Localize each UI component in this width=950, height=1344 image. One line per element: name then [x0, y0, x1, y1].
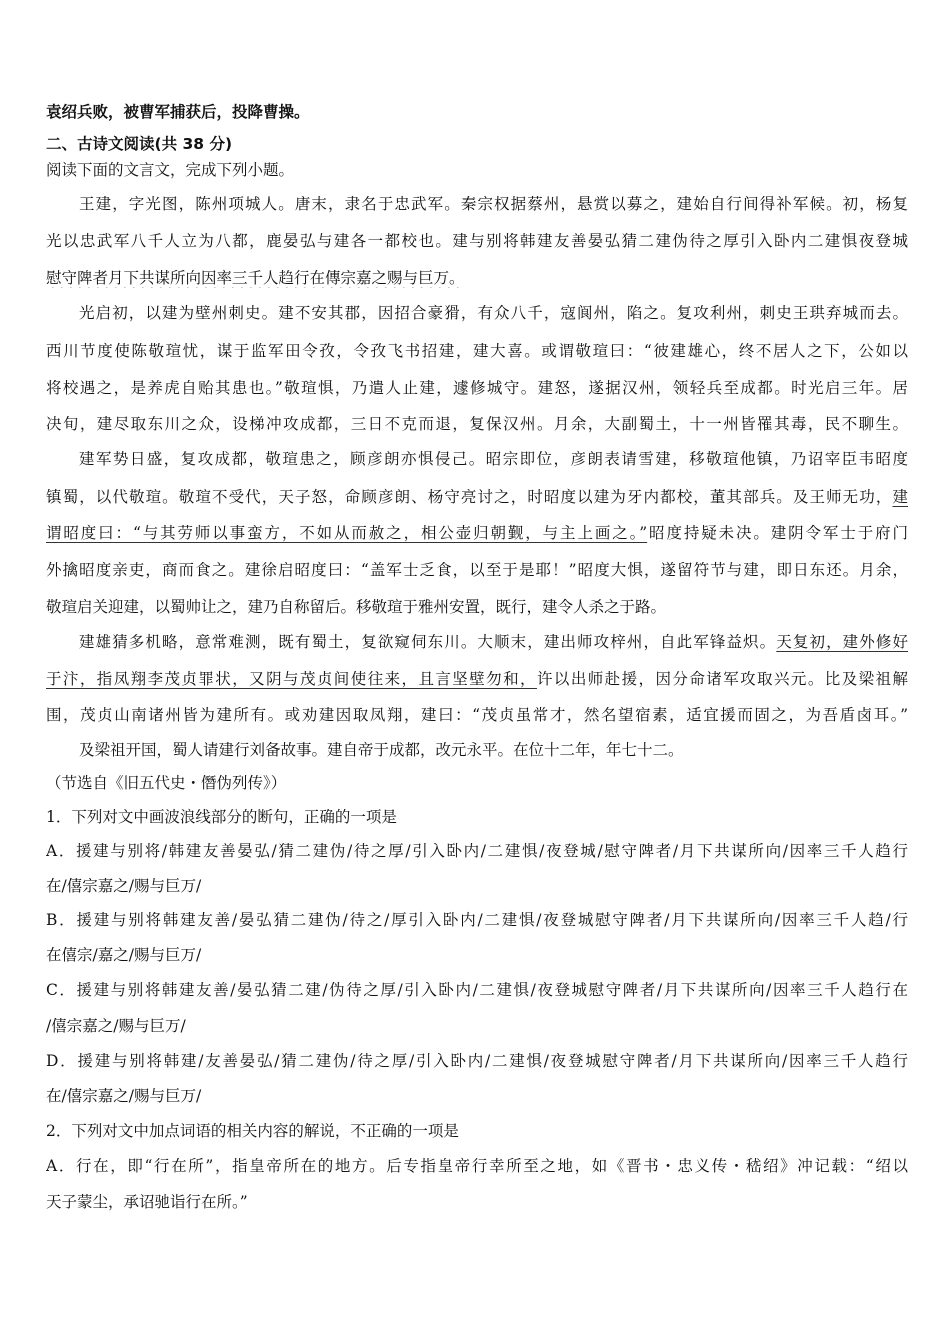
passage-p2-line3: 将校遇之，是养虎自贻其患也。”敬瑄惧，乃遣人止建，遽修城守。建怒，遂据汉州，领轻兵至成都。时光启三年。居: [46, 379, 908, 397]
question-2-option-a-cont: 天子蒙尘，承诏驰诣行在所。”: [46, 1193, 248, 1211]
passage-p5-line1: 及梁祖开国，蜀人请建行刘备故事。建自帝于成都，改元永平。在位十二年，年七十二。: [79, 741, 684, 759]
section-heading: 二、古诗文阅读(共 38 分): [46, 135, 233, 153]
question-1-option-d: D．援建与别将韩建/友善晏弘/猜二建伪/待之厚/引入卧内/二建惧/夜登城慰守陴者/月下共谋所向/因率三千人趋行: [46, 1052, 908, 1070]
passage-p2-line2: 西川节度使陈敬瑄忧，谋于监军田令孜，令孜飞书招建，建大喜。或谓敬瑄曰：“彼建雄心，终不居人之下，公如以: [46, 342, 908, 360]
underlined-text: 天复初，建外修好: [776, 633, 908, 651]
passage-p1-line2-plain: 光以忠武军八千人立为八都，鹿晏弘与建各一都校也。建与别将韩建友善晏弘猜二建伪待之厚引入卧内二建惧夜登城: [46, 232, 908, 250]
question-1-option-b: B．援建与别将韩建友善/晏弘猜二建伪/待之/厚引入卧内/二建惧/夜登城慰守陴者/月下共谋所向/因率三千人趋/行: [46, 911, 908, 929]
passage-p2-line1: 光启初，以建为壁州刺史。建不安其郡，因招合豪猾，有众八千，寇阆州，陷之。复攻利州，刺史王珙弃城而去。: [79, 304, 908, 322]
passage-p1-line2: [46, 231, 908, 251]
instruction: 阅读下面的文言文，完成下列小题。: [46, 161, 295, 179]
passage-p1-line1: 王建，字光图，陈州项城人。唐末，隶名于忠武军。秦宗权据蔡州，悬赏以募之，建始自行间得补军候。初，杨复: [79, 195, 908, 213]
question-1-option-c-cont: /僖宗嘉之/赐与巨万/: [46, 1017, 186, 1035]
question-1-option-b-cont: 在僖宗/嘉之/赐与巨万/: [46, 946, 202, 964]
passage-p3-line3: [46, 523, 908, 543]
passage-p4-line1: [79, 632, 908, 652]
passage-p4-line1-text: 建雄猜多机略，意常难测，既有蜀土，复欲窥伺东川。大顺末，建出师攻梓州，自此军锋益炽。: [79, 633, 777, 651]
question-1-option-d-cont: 在/僖宗嘉之/赐与巨万/: [46, 1087, 202, 1105]
question-1-stem: 1．下列对文中画波浪线部分的断句，正确的一项是: [46, 808, 397, 826]
underlined-text: 建: [892, 488, 908, 506]
passage-p4-line2: [46, 669, 908, 689]
passage-p3-line2-text: 镇蜀，以代敬瑄。敬瑄不受代，天子怒，命顾彦朗、杨守亮讨之，时昭度以建为牙内都校，董其部兵。及王师无功，: [46, 488, 893, 506]
wavy-underlined-text: 慰守陴者月下共谋所向因率三千人趋行在傳宗嘉之赐与巨万。: [46, 269, 465, 287]
question-2-option-a: A．行在，即“行在所”，指皇帝所在的地方。后专指皇帝行幸所至之地，如《晋书・忠义传・嵇绍》冲记载：“绍以: [46, 1157, 908, 1175]
passage-p4-line2-text: 许以出师赴援，因分命诸军攻取兴元。比及梁祖解: [536, 670, 908, 688]
question-1-option-a-cont: 在/僖宗嘉之/赐与巨万/: [46, 877, 202, 895]
underlined-text: 谓昭度曰：“与其劳师以事蛮方，不如从而赦之，相公壶归朝觐，与主上画之。”: [46, 524, 648, 542]
question-2-stem: 2．下列对文中加点词语的相关内容的解说，不正确的一项是: [46, 1122, 459, 1140]
question-1-option-c: C．援建与别将韩建友善/晏弘猜二建/伪待之厚/引入卧内/二建惧/夜登城慰守陴者/月下共谋所向/因率三千人趋行在: [46, 981, 908, 999]
passage-source: （节选自《旧五代史・僭伪列传》）: [46, 774, 287, 792]
top-line: 袁绍兵败，被曹军捕获后，投降曹操。: [46, 103, 310, 121]
passage-p4-line3: 围，茂贞山南诸州皆为建所有。或劝建因取凤翔，建曰：“茂贞虽常才，然名望宿素，适宜援而固之，为吾盾卤耳。”: [46, 706, 908, 724]
underlined-text: 于汴，指凤翔李茂贞罪状，又阴与茂贞间使往来，且言坚壁勿和，: [46, 670, 537, 688]
passage-p3-line4: 外擒昭度亲吏，商而食之。建徐启昭度曰：“盖军士乏食，以至于是耶！”昭度大惧，遂留符节与建，即日东还。月余，: [46, 561, 908, 579]
passage-p3-line1: 建军势日盛，复攻成都，敬瑄患之，顾彦朗亦惧侵己。昭宗即位，彦朗表请雪建，移敬瑄他镇，乃诏宰臣韦昭度: [79, 450, 908, 468]
question-1-option-a: A．援建与别将/韩建友善晏弘/猜二建伪/待之厚/引入卧内/二建惧/夜登城/慰守陴者/月下共谋所向/因率三千人趋行: [46, 842, 908, 860]
passage-p3-line3-text: 昭度持疑未决。建阴令军士于府门: [647, 524, 908, 542]
passage-p3-line2: [46, 487, 908, 507]
passage-p1-line3: [46, 268, 908, 288]
passage-p3-line5: 敬瑄启关迎建，以蜀帅让之，建乃自称留后。移敬瑄于雅州安置，既行，建令人杀之于路。: [46, 598, 667, 616]
passage-p2-line4: 决旬，建尽取东川之众，设梯冲攻成都，三日不克而退，复保汉州。月余，大副蜀土，十一州皆罹其毒，民不聊生。: [46, 415, 908, 433]
